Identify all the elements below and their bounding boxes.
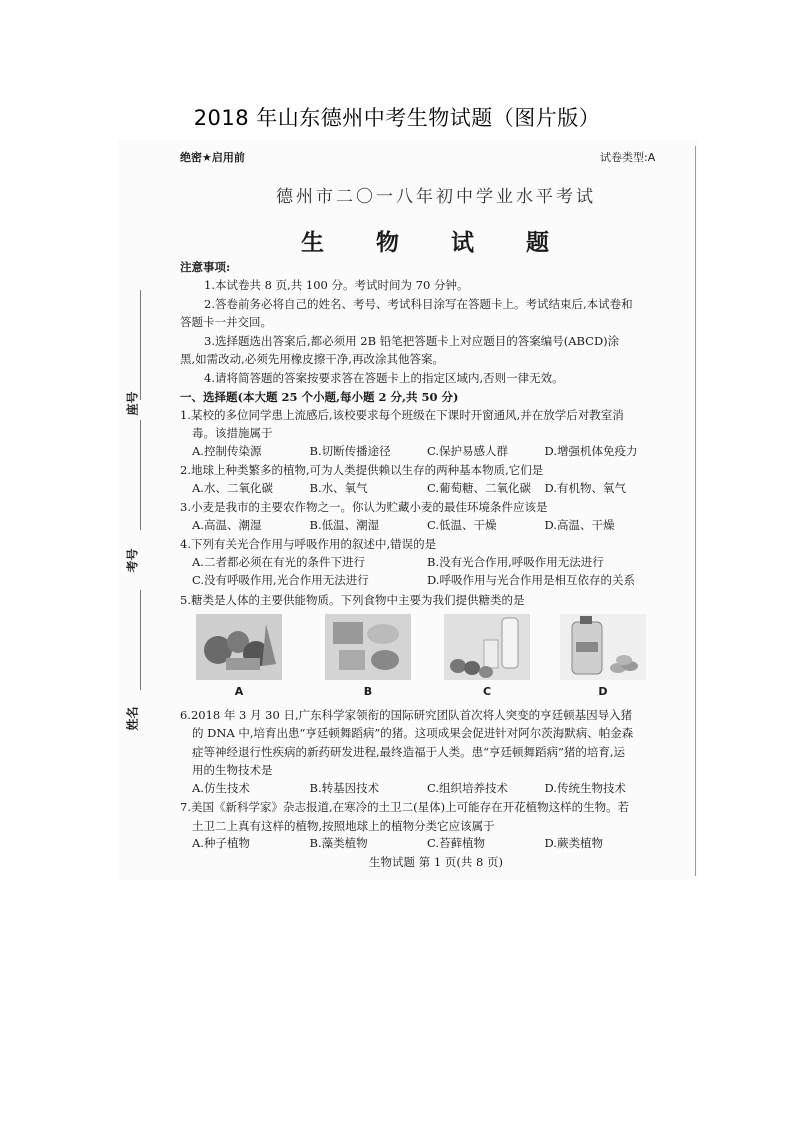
side-divider <box>140 590 141 690</box>
image-label-a: A <box>234 685 244 698</box>
question-6-cont: 的 DNA 中,培育出患“亨廷顿舞蹈病”的猪。这项成果会促进针对阿尔茨海默病、帕金森 <box>192 726 634 740</box>
notice-item: 黑,如需改动,必须先用橡皮擦干净,再改涂其他答案。 <box>180 352 444 366</box>
eggs-milk-image <box>444 614 530 680</box>
option-b: B.藻类植物 <box>309 836 368 850</box>
option-c: C.葡萄糖、二氧化碳 <box>427 481 532 495</box>
question-5: 5.糖类是人体的主要供能物质。下列食物中主要为我们提供糖类的是 <box>180 593 525 607</box>
question-7-options <box>192 835 662 851</box>
question-6-cont: 用的生物技术是 <box>192 763 273 777</box>
question-3-options <box>192 517 662 533</box>
option-c: C.苔藓植物 <box>427 836 486 850</box>
exam-name: 德州市二〇一八年初中学业水平考试 <box>276 187 596 207</box>
question-6-options <box>192 780 662 796</box>
option-b: B.没有光合作用,呼吸作用无法进行 <box>427 555 604 569</box>
option-c: C.组织培养技术 <box>427 781 509 795</box>
question-1-options <box>192 443 662 459</box>
option-b: B.水、氧气 <box>309 481 368 495</box>
grains-image <box>325 614 411 680</box>
option-a: A.种子植物 <box>192 836 250 850</box>
side-divider <box>140 420 141 530</box>
option-d: D.蕨类植物 <box>544 836 603 850</box>
option-d: D.传统生物技术 <box>544 781 626 795</box>
question-4: 4.下列有关光合作用与呼吸作用的叙述中,错误的是 <box>180 537 437 551</box>
option-d: D.高温、干燥 <box>544 518 615 532</box>
option-a: A.二者都必须在有光的条件下进行 <box>192 555 365 569</box>
option-d: D.增强机体免疫力 <box>544 444 638 458</box>
confidential-label: 绝密★启用前 <box>180 151 245 164</box>
question-7: 7.美国《新科学家》杂志报道,在寒冷的土卫二(星体)上可能存在开花植物这样的生物。若 <box>180 800 630 814</box>
option-c: C.保护易感人群 <box>427 444 509 458</box>
side-divider <box>140 290 141 400</box>
question-4-options-row2 <box>192 572 662 588</box>
question-6-cont: 症等神经退行性疾病的新药研发进程,最终造福于人类。患“亨廷顿舞蹈病”猪的培育,运 <box>192 745 626 759</box>
name-label: 姓名 <box>125 706 140 731</box>
question-6: 6.2018 年 3 月 30 日,广东科学家领衔的国际研究团队首次将人突变的亨廷顿基因导入猪 <box>180 708 633 722</box>
subject-title: 生 物 试 题 <box>300 229 572 256</box>
paper-type: 试卷类型:A <box>600 151 656 164</box>
question-3: 3.小麦是我市的主要农作物之一。你认为贮藏小麦的最佳环境条件应该是 <box>180 500 548 514</box>
option-b: B.切断传播途径 <box>309 444 391 458</box>
option-c: C.低温、干燥 <box>427 518 497 532</box>
option-b: B.低温、潮湿 <box>309 518 380 532</box>
option-a: A.水、二氧化碳 <box>192 481 273 495</box>
notice-item: 1.本试卷共 8 页,共 100 分。考试时间为 70 分钟。 <box>204 278 469 292</box>
image-label-b: B <box>363 685 373 698</box>
oil-peanuts-image <box>560 614 646 680</box>
exam-number-label: 考号 <box>125 548 140 573</box>
option-a: A.仿生技术 <box>192 781 250 795</box>
option-c: C.没有呼吸作用,光合作用无法进行 <box>192 573 369 587</box>
question-1: 1.某校的多位同学患上流感后,该校要求每个班级在下课时开窗通风,并在放学后对教室消 <box>180 408 624 422</box>
image-label-d: D <box>598 685 608 698</box>
notice-item: 4.请将简答题的答案按要求答在答题卡上的指定区域内,否则一律无效。 <box>204 371 564 385</box>
option-a: A.控制传染源 <box>192 444 262 458</box>
notice-heading: 注意事项: <box>180 260 231 274</box>
page-title: 2018 年山东德州中考生物试题（图片版） <box>193 106 601 130</box>
option-b: B.转基因技术 <box>309 781 380 795</box>
question-2: 2.地球上种类繁多的植物,可为人类提供赖以生存的两种基本物质,它们是 <box>180 463 544 477</box>
vegetables-image <box>196 614 282 680</box>
notice-item: 3.选择题选出答案后,都必须用 2B 铅笔把答题卡上对应题目的答案编号(ABCD)涂 <box>204 334 620 348</box>
image-label-c: C <box>482 685 492 698</box>
notice-item: 2.答卷前务必将自己的姓名、考号、考试科目涂写在答题卡上。考试结束后,本试卷和 <box>204 297 633 311</box>
question-7-cont: 土卫二上真有这样的植物,按照地球上的植物分类它应该属于 <box>192 819 495 833</box>
question-4-options-row1 <box>192 554 662 570</box>
question-2-options <box>192 480 662 496</box>
question-1-cont: 毒。该措施属于 <box>192 426 273 440</box>
notice-item: 答题卡一并交回。 <box>180 315 272 329</box>
page-footer: 生物试题 第 1 页(共 8 页) <box>369 855 503 869</box>
seat-label: 座号 <box>125 391 140 416</box>
option-a: A.高温、潮湿 <box>192 518 262 532</box>
option-d: D.有机物、氧气 <box>544 481 626 495</box>
option-d: D.呼吸作用与光合作用是相互依存的关系 <box>427 573 635 587</box>
section-heading: 一、选择题(本大题 25 个小题,每小题 2 分,共 50 分) <box>180 390 459 404</box>
